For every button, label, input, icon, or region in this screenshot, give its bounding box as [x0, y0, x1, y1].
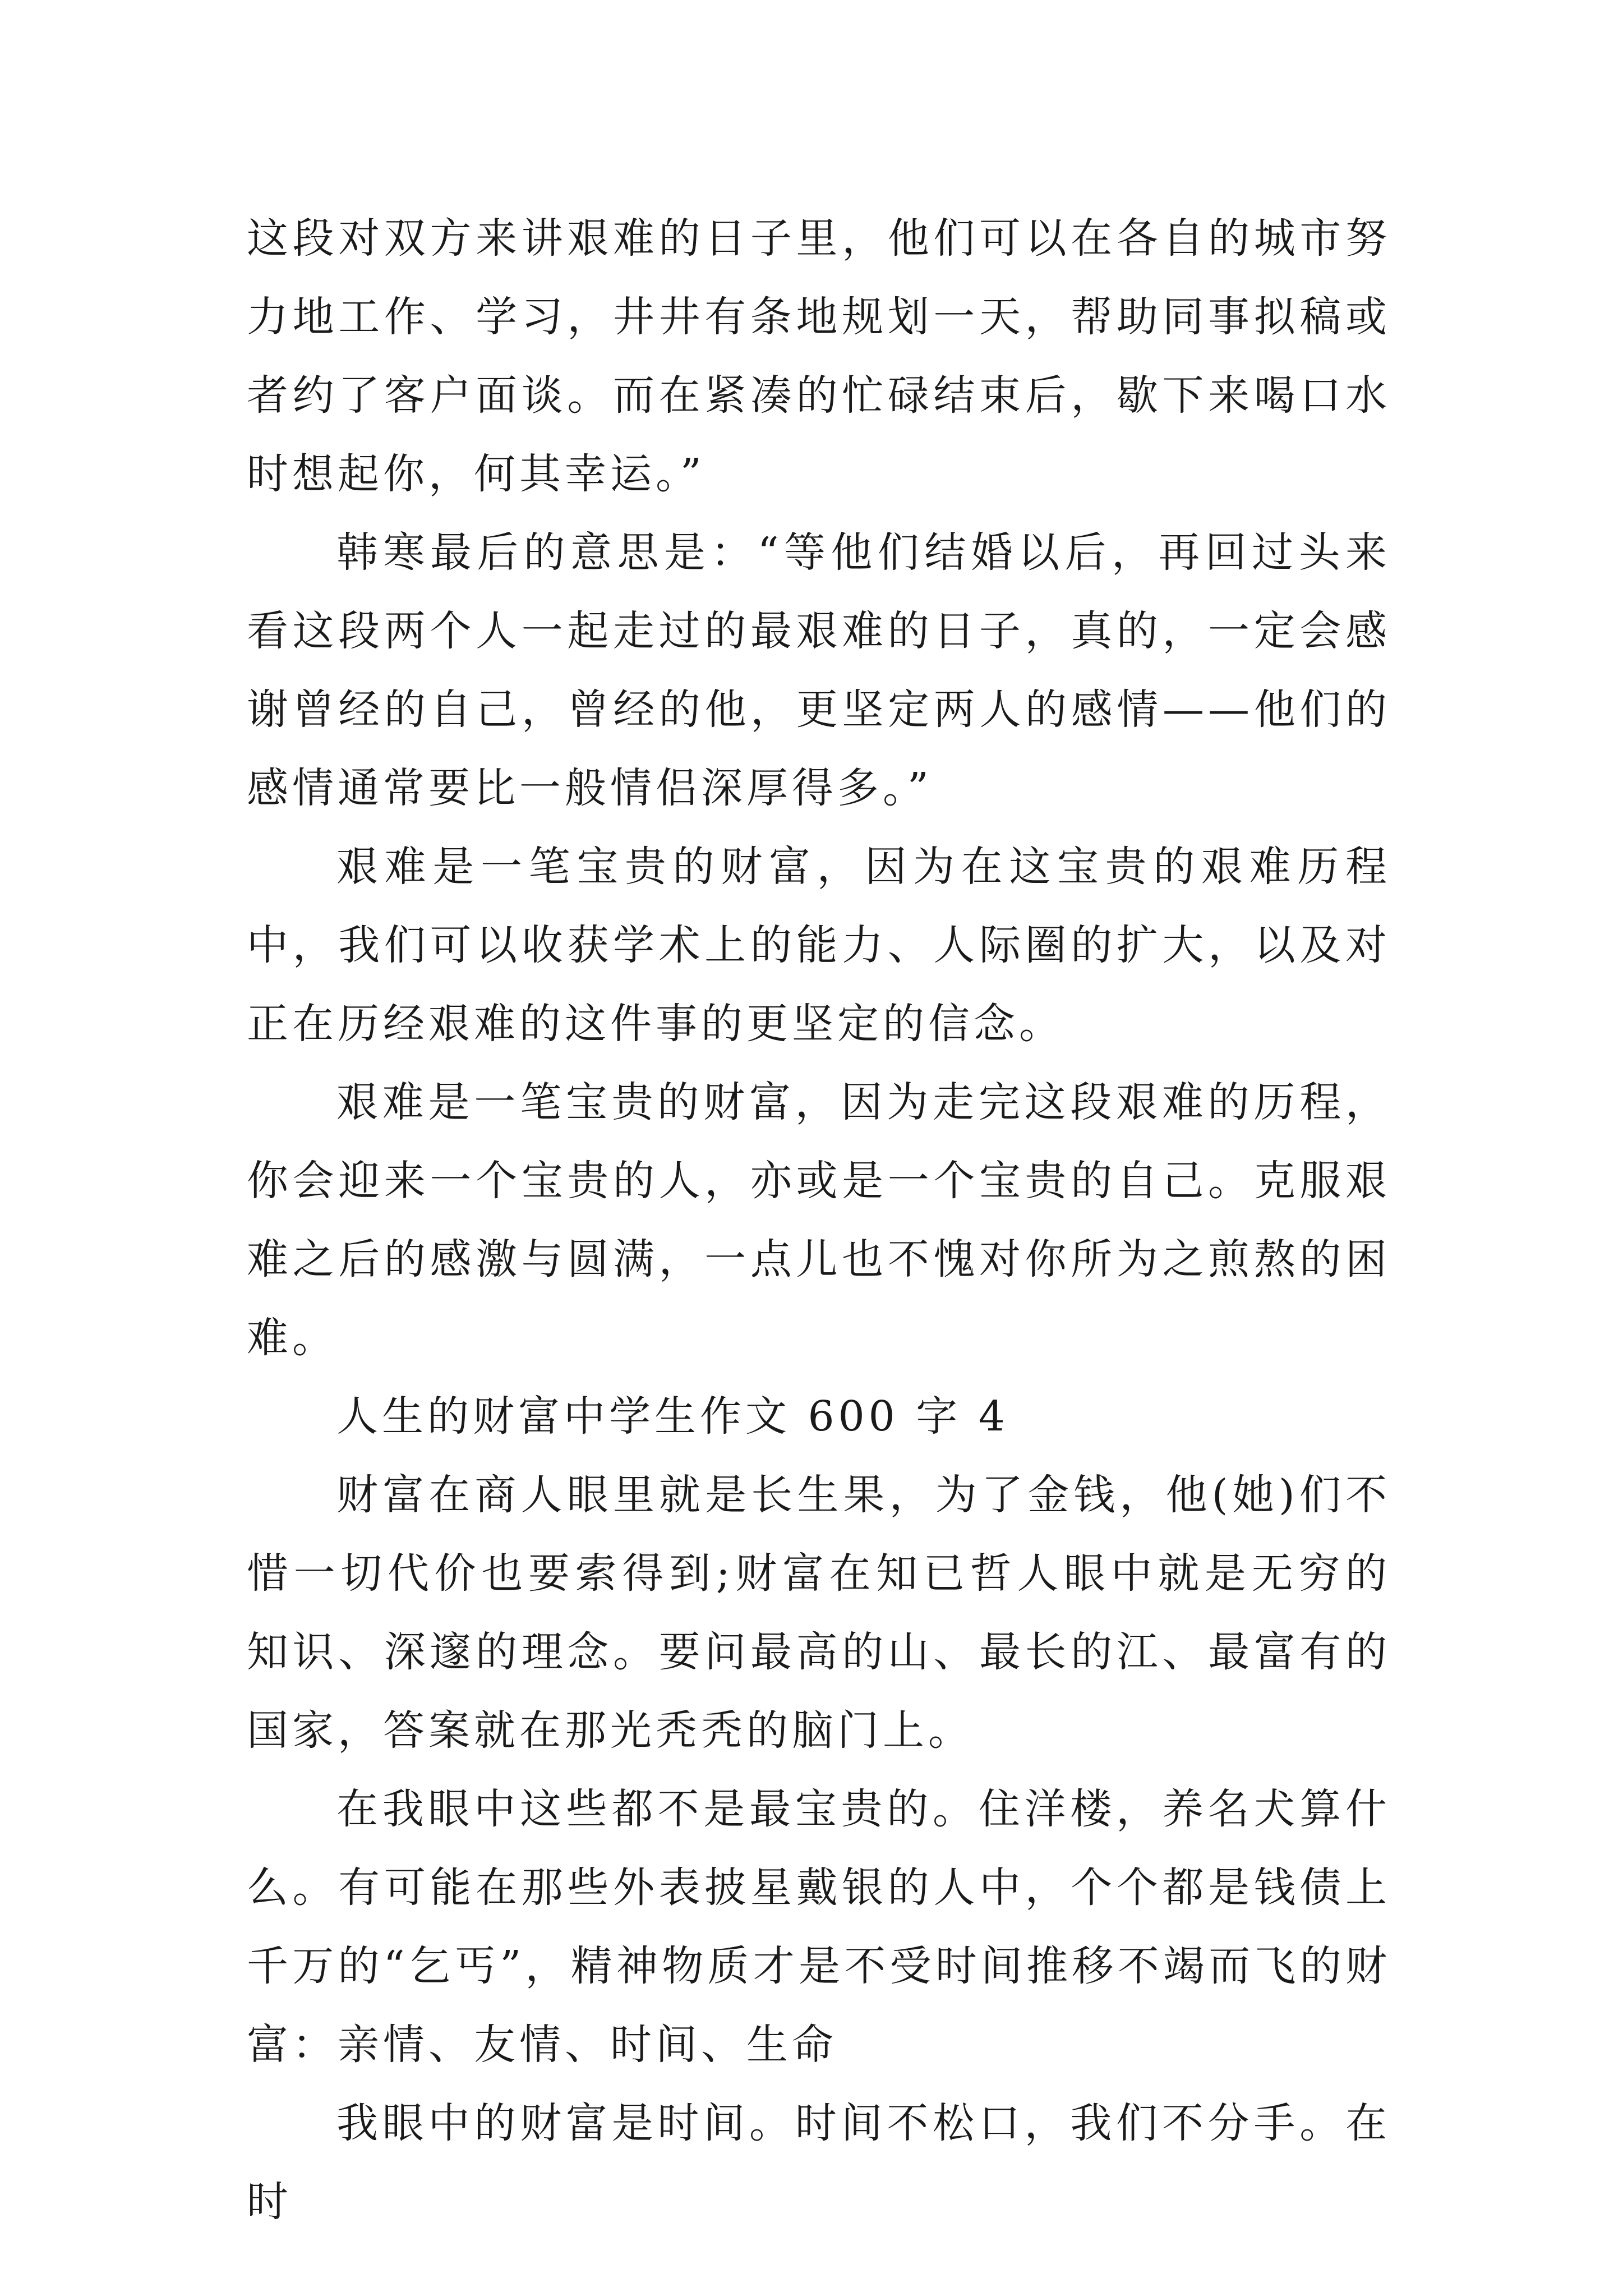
document-body — [247, 199, 1391, 2241]
paragraph-7: 我眼中的财富是时间。时间不松口，我们不分手。在时 — [247, 2099, 1391, 2226]
paragraph-1: 这段对双方来讲艰难的日子里，他们可以在各自的城市努力地工作、学习，井井有条地规划一天，帮助同事拟稿或者约了客户面谈。而在紧凑的忙碌结束后，歇下来喝口水时想起你，何其幸运。” — [247, 214, 1391, 498]
section-heading: 人生的财富中学生作文 600 字 4 — [336, 1392, 1009, 1441]
paragraph-4: 艰难是一笔宝贵的财富，因为走完这段艰难的历程，你会迎来一个宝贵的人，亦或是一个宝贵的自己。克服艰难之后的感激与圆满，一点儿也不愧对你所为之煎熬的困难。 — [247, 1078, 1391, 1362]
paragraph-5: 财富在商人眼里就是长生果，为了金钱，他(她)们不惜一切代价也要索得到;财富在知已哲人眼中就是无穷的知识、深邃的理念。要问最高的山、最长的江、最富有的国家，答案就在那光秃秃的脑门上。 — [247, 1471, 1391, 1755]
paragraph-2: 韩寒最后的意思是：“等他们结婚以后，再回过头来看这段两个人一起走过的最艰难的日子，真的，一定会感谢曾经的自己，曾经的他，更坚定两人的感情——他们的感情通常要比一般情侣深厚得多。” — [247, 528, 1391, 812]
paragraph-6: 在我眼中这些都不是最宝贵的。住洋楼，养名犬算什么。有可能在那些外表披星戴银的人中，个个都是钱债上千万的“乞丐”，精神物质才是不受时间推移不竭而飞的财富：亲情、友情、时间、生命 — [247, 1785, 1391, 2069]
paragraph-3: 艰难是一笔宝贵的财富，因为在这宝贵的艰难历程中，我们可以收获学术上的能力、人际圈的扩大，以及对正在历经艰难的这件事的更坚定的信念。 — [247, 843, 1391, 1048]
